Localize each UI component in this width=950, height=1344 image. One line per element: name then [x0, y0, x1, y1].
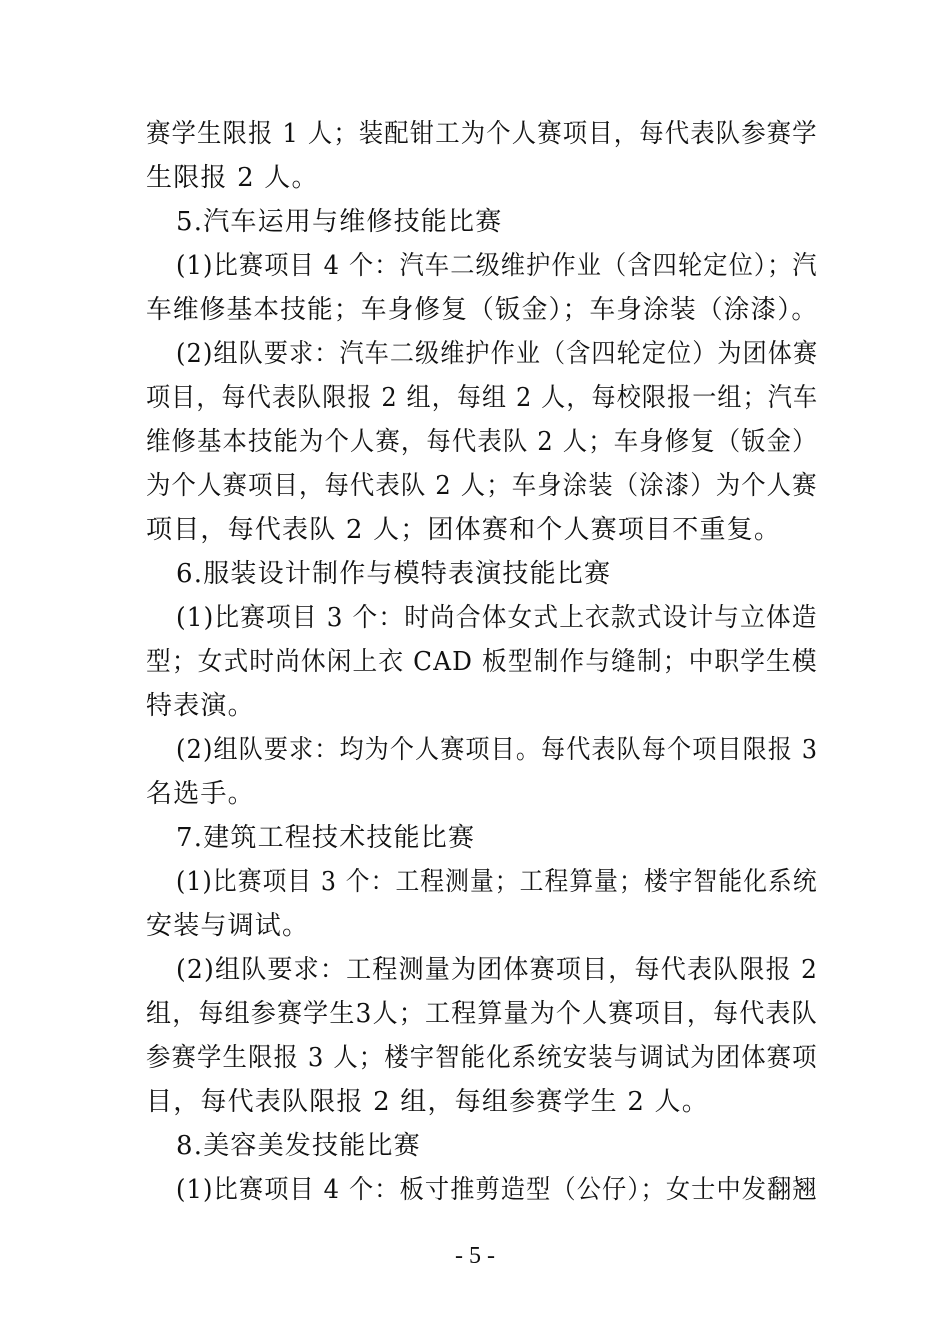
text-line-14: 特表演。 — [146, 691, 255, 721]
text-line-16: 名选手。 — [146, 779, 255, 809]
text-line-25: (1)比赛项目 4 个：板寸推剪造型（公仔）；女士中发翻翘 — [176, 1175, 818, 1205]
text-line-21: 组，每组参赛学生3人；工程算量为个人赛项目，每代表队 — [146, 999, 818, 1029]
section-heading-6: 6.服装设计制作与模特表演技能比赛 — [176, 559, 612, 589]
text-line-8: 维修基本技能为个人赛，每代表队 2 人；车身修复（钣金） — [146, 427, 818, 457]
section-heading-7: 7.建筑工程技术技能比赛 — [176, 823, 476, 853]
text-line-4: (1)比赛项目 4 个：汽车二级维护作业（含四轮定位）；汽 — [176, 251, 818, 281]
page-number: - 5 - — [455, 1243, 495, 1269]
text-line-10: 项目，每代表队 2 人；团体赛和个人赛项目不重复。 — [146, 515, 782, 545]
text-line-13: 型；女式时尚休闲上衣 CAD 板型制作与缝制；中职学生模 — [146, 647, 818, 677]
text-line-5: 车维修基本技能；车身修复（钣金）；车身涂装（涂漆）。 — [146, 295, 819, 325]
text-line-1: 赛学生限报 1 人；装配钳工为个人赛项目，每代表队参赛学 — [146, 119, 818, 149]
text-line-7: 项目，每代表队限报 2 组，每组 2 人，每校限报一组；汽车 — [146, 383, 819, 413]
section-heading-8: 8.美容美发技能比赛 — [176, 1131, 421, 1161]
text-line-20: (2)组队要求：工程测量为团体赛项目，每代表队限报 2 — [176, 955, 819, 985]
section-heading-5: 5.汽车运用与维修技能比赛 — [176, 207, 503, 237]
text-line-19: 安装与调试。 — [146, 911, 310, 941]
text-line-2: 生限报 2 人。 — [146, 163, 319, 193]
text-line-23: 目，每代表队限报 2 组，每组参赛学生 2 人。 — [146, 1087, 709, 1117]
text-line-22: 参赛学生限报 3 人；楼宇智能化系统安装与调试为团体赛项 — [146, 1043, 818, 1073]
text-line-9: 为个人赛项目，每代表队 2 人；车身涂装（涂漆）为个人赛 — [146, 471, 818, 501]
text-line-12: (1)比赛项目 3 个：时尚合体女式上衣款式设计与立体造 — [176, 603, 818, 633]
text-line-15: (2)组队要求：均为个人赛项目。每代表队每个项目限报 3 — [176, 735, 819, 765]
text-line-18: (1)比赛项目 3 个：工程测量；工程算量；楼宇智能化系统 — [176, 867, 818, 897]
text-line-6: (2)组队要求：汽车二级维护作业（含四轮定位）为团体赛 — [176, 339, 819, 369]
